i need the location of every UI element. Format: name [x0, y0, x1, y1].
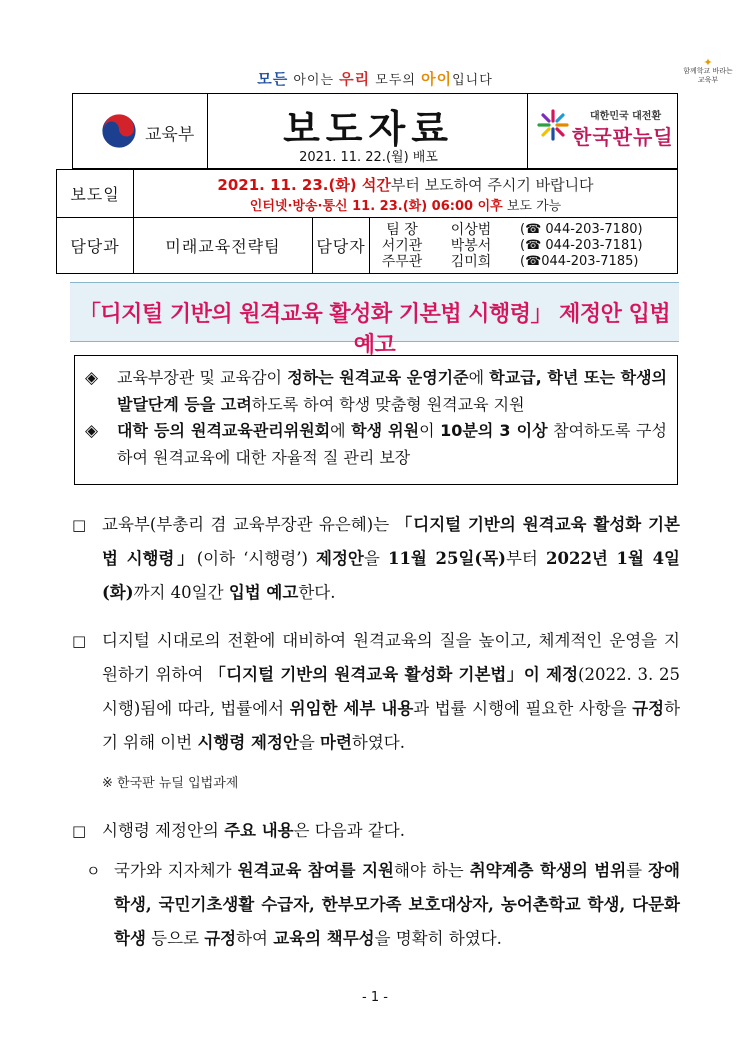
text-run: 하도록 하여 학생 맞춤형 원격교육 지원 — [251, 394, 525, 414]
slogan-word: 모든 — [257, 70, 289, 88]
summary-box — [74, 355, 678, 485]
emphasis-text: 주요 내용 — [224, 821, 294, 840]
text-run: 하기 위해 이번 — [102, 699, 681, 752]
body-paragraph — [72, 814, 680, 848]
text-run: 참여하도록 구성하여 원격교육에 대한 자율적 질 관리 보장 — [117, 421, 667, 467]
contact-position: 주무관 — [381, 253, 423, 270]
contact-phone: (☎044-203-7185) — [520, 253, 639, 269]
contact-position: 서기관 — [381, 237, 423, 254]
emphasis-text: 규정 — [204, 929, 237, 948]
paragraph-text — [102, 814, 680, 848]
slogan-text: 아이는 — [288, 73, 340, 88]
text-run: 교육부장관 및 교육감이 — [117, 368, 288, 387]
slogan-word: 우리 — [339, 70, 371, 88]
emphasis-text: 시행령 제정안 — [197, 733, 299, 752]
emphasis-text: 규정 — [632, 699, 665, 718]
department-name: 미래교육전략팀 — [134, 218, 313, 274]
slogan-word: 아이 — [421, 70, 453, 88]
newdeal-wordmark: 한국판뉴딜 — [572, 125, 674, 149]
campaign-logo-line: 함께학교 바라는 — [683, 67, 733, 75]
circle-bullet-icon: ㅇ — [86, 862, 101, 880]
text-run: 시행령 제정안의 — [102, 821, 225, 840]
contact-row — [370, 238, 677, 254]
emphasis-text: 「디지털 기반의 원격교육 활성화 기본법 시행령」 — [102, 515, 680, 568]
body-paragraph — [72, 624, 680, 760]
summary-item — [85, 365, 667, 418]
text-run: 에 — [330, 421, 352, 440]
text-run: 을 명확히 하였다. — [374, 929, 502, 948]
campaign-logo-line: 교육부 — [697, 76, 719, 84]
release-online-embargo: 인터넷·방송·통신 11. 23.(화) 06:00 이후 — [249, 198, 503, 214]
diamond-bullet-icon: ◈ — [85, 368, 99, 388]
issue-date: 2021. 11. 22.(월) 배포 — [299, 150, 438, 165]
headline-banner — [70, 282, 679, 358]
newdeal-logo-cell — [527, 94, 677, 168]
release-online-text: 보도 가능 — [502, 198, 562, 214]
body-sub-paragraph — [86, 854, 680, 956]
text-run: 교육부(부총리 겸 교육부장관 유은혜)는 — [102, 515, 396, 534]
emphasis-text: 10분의 3 이상 — [440, 421, 548, 440]
headline-title: 「디지털 기반의 원격교육 활성화 기본법 시행령」 제정안 입법 예고 — [78, 302, 671, 358]
slogan-text: 모두의 — [370, 73, 422, 88]
contact-row — [370, 254, 677, 270]
text-run: 한다. — [298, 583, 336, 602]
square-bullet-icon: □ — [72, 632, 87, 650]
square-bullet-icon: □ — [72, 822, 87, 840]
summary-text — [117, 418, 667, 471]
text-run: 까지 40일간 — [133, 583, 229, 602]
page-number: - 1 - — [362, 990, 388, 1005]
release-label: 보도일 — [57, 170, 134, 218]
footnote: ※ 한국판 뉴딜 입법과제 — [102, 776, 239, 791]
emphasis-text: 제정안 — [316, 549, 364, 568]
text-run: 디지털 시대로의 전환에 대비하여 원격교육의 질을 높이고, 체계적인 운영을 지원하기 위하여 — [102, 631, 680, 684]
summary-item — [85, 418, 667, 471]
text-run: 하였다. — [351, 733, 405, 752]
contact-list — [370, 218, 678, 274]
text-run: 등으로 — [145, 929, 205, 948]
text-run: 해야 하는 — [394, 861, 470, 880]
release-embargo: 2021. 11. 23.(화) 석간 — [217, 175, 391, 194]
text-run: 이 — [419, 421, 441, 440]
press-header — [72, 93, 678, 169]
paragraph-text — [102, 624, 680, 760]
text-run: 를 — [626, 861, 649, 880]
emphasis-text: 원격교육 참여를 지원 — [237, 861, 394, 880]
text-run: (2022. 3. 25 시행)됨에 따라, 법률에서 — [102, 665, 680, 718]
paragraph-text — [102, 508, 680, 610]
contact-phone: (☎ 044-203-7180) — [520, 221, 643, 237]
contact-label: 담당자 — [313, 218, 370, 274]
paragraph-text — [114, 854, 680, 956]
campaign-logo — [683, 58, 733, 92]
emphasis-text: 11월 25일(목) — [387, 549, 506, 568]
department-label: 담당과 — [57, 218, 134, 274]
ministry-name: 교육부 — [145, 125, 195, 145]
taegeuk-emblem-icon — [101, 113, 137, 149]
text-run: 은 다음과 같다. — [293, 821, 405, 840]
text-run: 을 — [363, 549, 388, 568]
emphasis-text: 취약계층 학생의 범위 — [469, 861, 627, 880]
diamond-bullet-icon: ◈ — [85, 421, 99, 441]
ministry-cell — [73, 94, 208, 168]
contact-name: 박봉서 — [450, 237, 492, 254]
contact-position: 팀 장 — [386, 221, 418, 238]
emphasis-text: 학생 위원 — [351, 421, 420, 440]
emphasis-text: 입법 예고 — [228, 583, 299, 602]
emphasis-text: 「디지털 기반의 원격교육 활성화 기본법」이 제정 — [209, 665, 579, 684]
text-run: 국가와 지자체가 — [114, 861, 238, 880]
contact-phone: (☎ 044-203-7181) — [520, 237, 643, 253]
release-schedule — [134, 170, 678, 218]
text-run: 부터 — [505, 549, 546, 568]
text-run: 을 — [298, 733, 321, 752]
newdeal-tagline: 대한민국 대전환 — [590, 111, 662, 122]
emphasis-text: 학교급, 학년 또는 학생의 발달단계 등을 고려 — [117, 368, 667, 414]
text-run: 에 — [468, 368, 490, 387]
body-paragraph — [72, 508, 680, 610]
emphasis-text: 위임한 세부 내용 — [289, 699, 414, 718]
summary-text — [117, 365, 667, 418]
contact-name: 이상범 — [450, 221, 492, 238]
contact-name: 김미희 — [450, 253, 492, 270]
emphasis-text: 정하는 원격교육 운영기준 — [287, 368, 469, 387]
emphasis-text: 2022년 1월 4일(화) — [102, 549, 680, 602]
text-run: (이하 ‘시행령’) — [196, 549, 317, 568]
emphasis-text: 교육의 책무성 — [273, 929, 375, 948]
newdeal-burst-icon — [536, 108, 570, 142]
emphasis-text: 장애학생, 국민기초생활 수급자, 한부모가족 보호대상자, 농어촌학교 학생, 다문화학생 — [114, 861, 680, 948]
text-run: 하여 — [236, 929, 274, 948]
contact-row — [370, 222, 677, 238]
release-embargo-text: 부터 보도하여 주시기 바랍니다 — [390, 175, 594, 194]
slogan-text: 입니다 — [452, 73, 493, 88]
emphasis-text: 마련 — [320, 733, 352, 752]
emphasis-text: 대학 등의 원격교육관리위원회 — [117, 421, 331, 440]
star-icon: ✦ — [703, 56, 713, 69]
document-title: 보도자료 — [283, 107, 454, 151]
release-info-table — [56, 169, 678, 274]
square-bullet-icon: □ — [72, 516, 87, 534]
slogan — [0, 68, 750, 89]
text-run: 과 법률 시행에 필요한 사항을 — [413, 699, 633, 718]
